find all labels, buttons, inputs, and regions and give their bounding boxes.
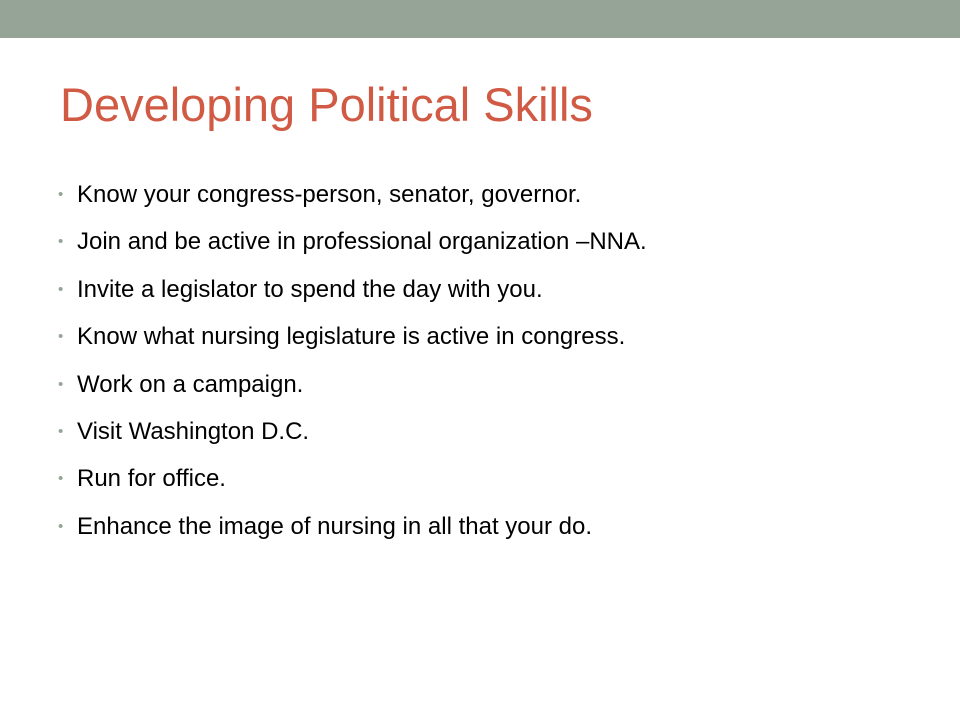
bullet-text: Work on a campaign. (77, 370, 304, 398)
bullet-dot-icon: • (58, 186, 64, 203)
bullet-text: Know what nursing legislature is active in congress. (77, 323, 626, 351)
bullet-text: Join and be active in professional organization –NNA. (77, 228, 647, 256)
bullet-item (58, 218, 938, 265)
bullet-item (58, 171, 938, 218)
bullet-item (58, 503, 938, 550)
bullet-dot-icon: • (58, 280, 64, 298)
bullet-item (58, 313, 938, 360)
top-accent-bar (0, 0, 960, 38)
bullet-text: Know your congress-person, senator, governor. (77, 181, 582, 208)
bullet-dot-icon: • (58, 375, 64, 393)
bullet-item (58, 408, 938, 455)
bullet-list (58, 171, 938, 550)
bullet-dot-icon: • (58, 470, 64, 488)
bullet-item (58, 361, 938, 408)
bullet-text: Invite a legislator to spend the day with you. (77, 275, 543, 303)
bullet-text: Run for office. (77, 465, 226, 493)
bullet-dot-icon: • (58, 517, 64, 535)
slide-title: Developing Political Skills (60, 78, 593, 131)
bullet-item (58, 266, 938, 313)
bullet-text: Visit Washington D.C. (77, 417, 310, 445)
bullet-text: Enhance the image of nursing in all that your do. (77, 512, 592, 540)
bullet-dot-icon: • (58, 422, 64, 440)
bullet-dot-icon: • (58, 328, 64, 346)
bullet-item (58, 455, 938, 502)
bullet-dot-icon: • (58, 233, 64, 251)
